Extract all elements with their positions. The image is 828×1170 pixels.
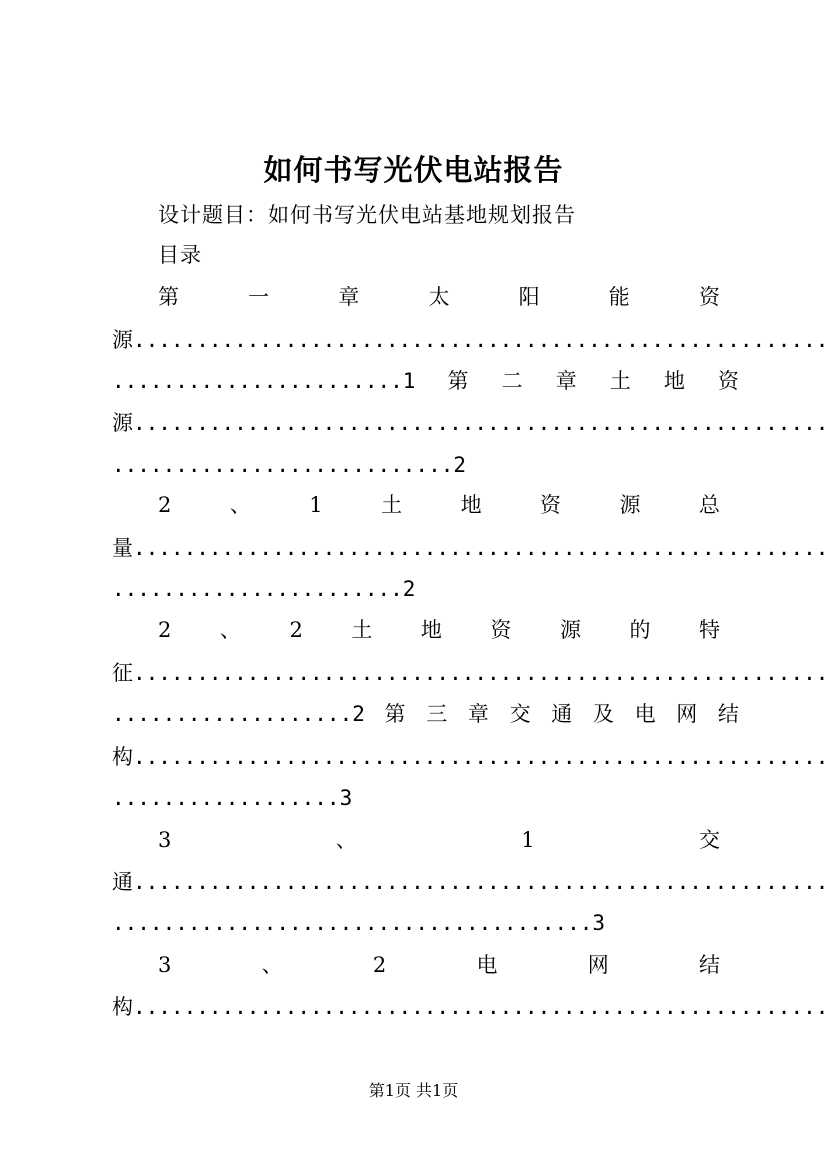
toc-word: 网 — [676, 702, 699, 726]
toc-word: 及 — [592, 702, 615, 726]
toc-word: 、 — [335, 828, 358, 852]
toc-word: 土 — [609, 369, 632, 393]
toc-word: 1 — [521, 828, 536, 852]
toc-word: 电 — [476, 953, 499, 977]
toc-word: 结 — [699, 953, 721, 977]
toc-entry-section-3-2-words — [158, 950, 721, 980]
toc-entry-chapter-3-start — [112, 699, 740, 729]
toc-word: 交 — [698, 828, 721, 852]
toc-entry-section-2-2-words — [158, 615, 721, 645]
toc-word: 、 — [219, 618, 242, 642]
toc-word: 源 — [559, 618, 582, 642]
toc-word: 第 — [384, 702, 407, 726]
toc-word: 资 — [490, 618, 513, 642]
toc-leader-page-3: ......................................3 — [112, 911, 606, 935]
toc-word: 太 — [428, 285, 451, 309]
toc-word: 章 — [467, 702, 490, 726]
toc-word: 阳 — [518, 285, 541, 309]
toc-word: 资 — [698, 285, 721, 309]
design-topic: 设计题目：如何书写光伏电站基地规划报告 — [158, 203, 576, 227]
toc-leader-page-2: .......................2 — [112, 577, 416, 601]
toc-word: 通 — [551, 702, 574, 726]
toc-word: 2 — [158, 493, 173, 517]
toc-word: 、 — [261, 953, 284, 977]
toc-leader-line: 构....................................................... — [112, 745, 828, 769]
toc-word: 第 — [447, 369, 470, 393]
toc-leader-page-2: ...........................2 — [112, 453, 467, 477]
toc-word: 交 — [509, 702, 532, 726]
toc-leader-page-1: .......................1 — [112, 369, 416, 393]
toc-leader-line: 源....................................................... — [112, 328, 828, 352]
toc-word: 电 — [634, 702, 657, 726]
toc-word: 一 — [248, 285, 271, 309]
toc-leader-line: 量....................................................... — [112, 536, 828, 560]
toc-word: 源 — [619, 493, 642, 517]
toc-entry-section-2-1-words — [158, 490, 721, 520]
toc-entry-section-3-1-words — [158, 825, 721, 855]
toc-word: 特 — [699, 618, 721, 642]
toc-word: 章 — [338, 285, 361, 309]
toc-word: 2 — [372, 953, 388, 977]
toc-word: 结 — [717, 702, 740, 726]
toc-word: 3 — [158, 953, 173, 977]
toc-leader-page-3: ..................3 — [112, 786, 353, 810]
toc-word: 能 — [608, 285, 631, 309]
toc-word: 2 — [289, 618, 304, 642]
toc-word: 2 — [158, 618, 173, 642]
toc-word: 地 — [460, 493, 483, 517]
toc-word: 、 — [229, 493, 252, 517]
toc-word: 1 — [309, 493, 324, 517]
toc-leader-line: 征....................................................... — [112, 661, 828, 685]
toc-word: 章 — [555, 369, 578, 393]
toc-word: 地 — [420, 618, 443, 642]
page-number-footer: 第1页 共1页 — [368, 1081, 459, 1100]
toc-word: 总 — [698, 493, 721, 517]
toc-word: 地 — [663, 369, 686, 393]
toc-word: 三 — [426, 702, 449, 726]
toc-heading: 目录 — [158, 243, 202, 267]
toc-leader-line: 源....................................................... — [112, 411, 828, 435]
toc-leader-page-2: ...................2 — [112, 702, 365, 726]
toc-word: 资 — [540, 493, 563, 517]
toc-word: 网 — [587, 953, 610, 977]
toc-word: 土 — [381, 493, 404, 517]
toc-leader-line: 通....................................................... — [112, 870, 828, 894]
document-title: 如何书写光伏电站报告 — [263, 153, 564, 187]
toc-word: 第 — [158, 285, 180, 309]
toc-entry-chapter-2-start — [112, 366, 740, 396]
toc-word: 土 — [351, 618, 374, 642]
toc-word: 的 — [629, 618, 652, 642]
toc-leader-line: 构....................................................... — [112, 995, 828, 1019]
toc-entry-chapter-1-words — [158, 282, 721, 312]
toc-word: 3 — [158, 828, 173, 852]
toc-word: 二 — [501, 369, 524, 393]
toc-word: 资 — [718, 369, 740, 393]
